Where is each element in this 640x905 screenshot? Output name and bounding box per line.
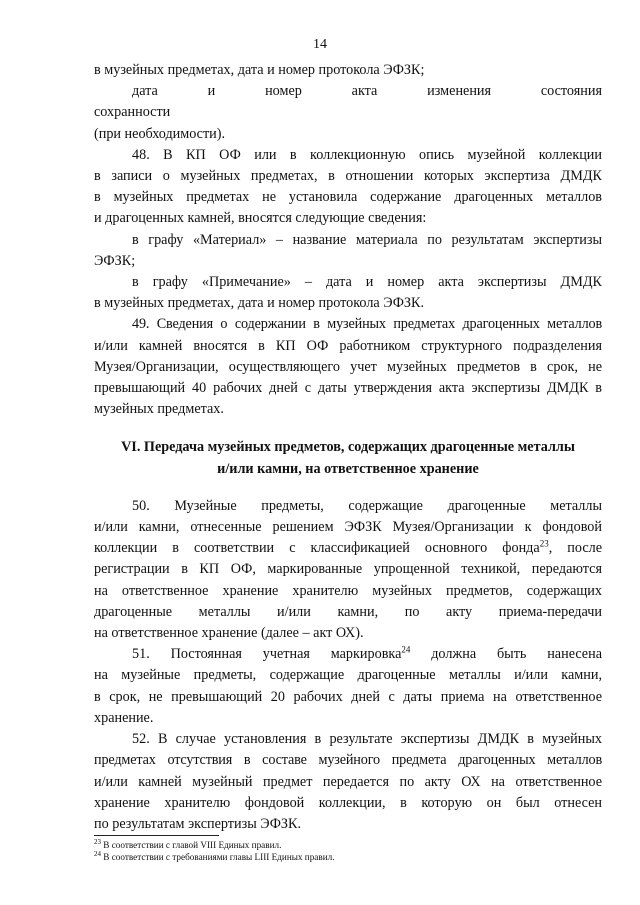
- text-line: хранение хранителю фондовой коллекции, в которую он был отнесен: [94, 794, 602, 811]
- paragraph-52: [94, 729, 602, 835]
- footnote-ref: 23: [539, 538, 549, 549]
- text-line: регистрации в КП ОФ, маркированные упрощенной техникой, передаются: [94, 561, 602, 578]
- text-line: музейных предметах.: [94, 401, 224, 418]
- text-line: ЭФЗК;: [94, 252, 136, 269]
- paragraph-48: [94, 145, 602, 230]
- text-line: 52. В случае установления в результате экспертизы ДМДК в музейных: [132, 731, 602, 748]
- text-line: [94, 538, 602, 559]
- text-line: и/или камней музейный предмет передается по акту ОХ на ответственное: [94, 773, 602, 790]
- text-line: 48. В КП ОФ или в коллекционную опись музейной коллекции: [132, 146, 602, 163]
- text-line: и/или камни, отнесенные решением ЭФЗК Музея/Организации к фондовой: [94, 519, 602, 536]
- text-line: Музея/Организации, осуществляющего учет музейных предметов в срок, не: [94, 358, 602, 375]
- paragraph-48-note: [94, 272, 602, 314]
- text-line: (при необходимости).: [94, 125, 226, 142]
- paragraph-act-date: [94, 81, 602, 145]
- text-line: по результатам экспертизы ЭФЗК.: [94, 815, 302, 832]
- text-fragment: 51. Постоянная учетная маркировка: [132, 646, 402, 663]
- text-line: в музейных предметах не установила содержание драгоценных металлов: [94, 189, 602, 206]
- footnote-ref: 24: [401, 644, 411, 655]
- text-line: хранение.: [94, 709, 154, 726]
- footnote-text: В соответствии с главой VIII Единых правил.: [101, 840, 282, 850]
- footnotes: [94, 839, 602, 864]
- footnote-mark: 23: [94, 837, 101, 846]
- section-heading-line: VI. Передача музейных предметов, содержащих драгоценные металлы: [121, 439, 575, 456]
- text-fragment: должна быть нанесена: [410, 646, 602, 663]
- text-line: в срок, не превышающий 20 рабочих дней с даты приема на ответственное: [94, 688, 602, 705]
- text-line: в музейных предметах, дата и номер протокола ЭФЗК;: [94, 62, 425, 78]
- text-line: на музейные предметы, содержащие драгоценные металлы и/или камни,: [94, 667, 602, 684]
- text-line: в графу «Материал» – название материала по результатам экспертизы: [132, 231, 602, 248]
- paragraph-50: [94, 496, 602, 644]
- text-line: превышающий 40 рабочих дней с даты утверждения акта экспертизы ДМДК в: [94, 380, 602, 397]
- paragraph-49: [94, 314, 602, 420]
- text-line: в графу «Примечание» – дата и номер акта экспертизы ДМДК: [132, 274, 602, 291]
- text-line: дата и номер акта изменения состояния сохранности: [94, 83, 602, 121]
- footnote-text: В соответствии с требованиями главы LIII Единых правил.: [101, 852, 335, 863]
- paragraph-continuation: [94, 60, 602, 81]
- page-number: 14: [313, 37, 327, 52]
- footnote: [94, 839, 602, 851]
- text-line: предметах отсутствия в составе музейного предмета драгоценных металлов: [94, 752, 602, 769]
- text-line: в музейных предметах, дата и номер протокола ЭФЗК.: [94, 295, 425, 312]
- text-fragment: , после: [548, 540, 602, 557]
- text-line: и драгоценных камней, вносятся следующие сведения:: [94, 210, 427, 227]
- paragraph-48-material: [94, 230, 602, 272]
- text-line: на ответственное хранение хранителю музейных предметов, содержащих: [94, 582, 602, 599]
- footnote: [94, 851, 602, 863]
- paragraph-51: [94, 644, 602, 729]
- text-line: на ответственное хранение (далее – акт ОХ).: [94, 625, 364, 642]
- footnote-mark: 24: [94, 850, 101, 859]
- text-line: 50. Музейные предметы, содержащие драгоценные металлы: [132, 497, 602, 514]
- section-heading: [94, 437, 602, 479]
- document-body: [94, 60, 602, 835]
- text-line: и/или камней вносятся в КП ОФ работником структурного подразделения: [94, 337, 602, 354]
- text-line: 49. Сведения о содержании в музейных предметах драгоценных металлов: [132, 316, 602, 333]
- section-heading-line: и/или камни, на ответственное хранение: [217, 460, 479, 477]
- footnote-separator: [94, 835, 219, 836]
- text-line: драгоценные металлы и/или камни, по акту приема-передачи: [94, 603, 602, 620]
- text-fragment: коллекции в соответствии с классификацией основного фонда: [94, 540, 540, 557]
- text-line: в записи о музейных предметах, в отношении которых экспертиза ДМДК: [94, 168, 602, 185]
- text-line: [94, 644, 602, 665]
